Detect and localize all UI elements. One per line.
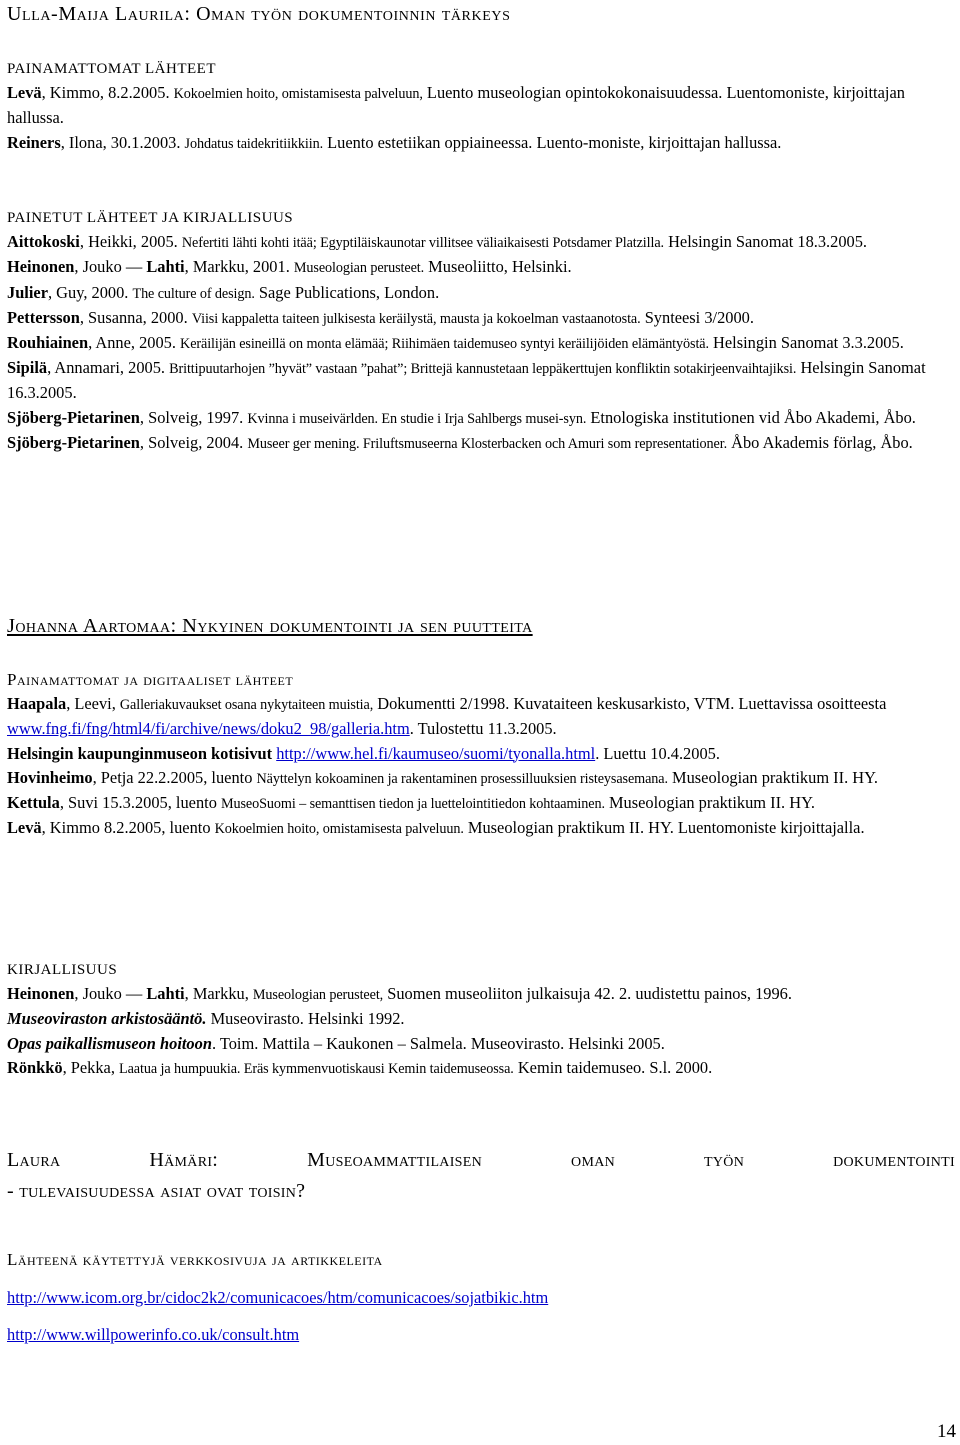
section-aartomaa [7, 614, 957, 638]
reference-entry: Haapala, Leevi, Galleriakuvaukset osana nykytaiteen muistia, Dokumentti 2/1998. Kuvataiteen keskusarkisto, VTM. Luettavissa osoitteesta www.fng.fi/fng/html4/fi/archive/news/doku2_98/galleria.htm. Tulostettu 11.3.2005. [7, 694, 887, 739]
literature [7, 958, 957, 1081]
reference-entry: Rönkkö, Pekka, Laatua ja humpuukia. Eräs kymmenvuotiskausi Kemin taidemuseossa. Kemin taidemuseo. S.l. 2000. [7, 1057, 713, 1077]
section-title: Laura Hämäri: Museoammattilaisen oman työn dokumentointi [7, 1149, 955, 1171]
subheading: PAINETUT LÄHTEET JA KIRJALLISUUS [7, 210, 294, 226]
web-link[interactable]: http://www.icom.org.br/cidoc2k2/comunicacoes/htm/comunicacoes/sojatbikic.htm [7, 1288, 549, 1307]
subheading: PAINAMATTOMAT LÄHTEET [7, 61, 216, 77]
subheading: KIRJALLISUUS [7, 962, 118, 978]
web-sources [7, 1248, 957, 1272]
reference-entry: Julier, Guy, 2000. The culture of design. Sage Publications, London. [7, 282, 440, 302]
reference-entry: Heinonen, Jouko — Lahti, Markku, Museologian perusteet, Suomen museoliiton julkaisuja 42. 2. uudistettu painos, 1996. [7, 984, 792, 1004]
printed-sources [7, 206, 957, 456]
reference-entry: Reiners, Ilona, 30.1.2003. Johdatus taidekritiikkiin. Luento estetiikan oppiaineessa. Luento-moniste, kirjoittajan hallussa. [7, 132, 782, 152]
reference-entry: Helsingin kaupunginmuseon kotisivut http://www.hel.fi/kaumuseo/suomi/tyonalla.html. Luettu 10.4.2005. [7, 743, 720, 763]
section-laurila [7, 2, 957, 26]
reference-entry: Kettula, Suvi 15.3.2005, luento MuseoSuomi – semanttisen tiedon ja luettelointitiedon kohtaaminen. Museologian praktikum II. HY. [7, 793, 815, 813]
reference-entry: Levä, Kimmo 8.2.2005, luento Kokoelmien hoito, omistamisesta palveluun. Museologian praktikum II. HY. Luentomoniste kirjoittajalla. [7, 818, 865, 838]
web-link[interactable]: http://www.willpowerinfo.co.uk/consult.htm [7, 1325, 300, 1344]
reference-entry: Sjöberg-Pietarinen, Solveig, 1997. Kvinna i museivärlden. En studie i Irja Sahlbergs musei-syn. Etnologiska institutionen vid Åbo Akademi, Åbo. [7, 407, 916, 427]
reference-entry: Hovinheimo, Petja 22.2.2005, luento Näyttelyn kokoaminen ja rakentaminen prosessilluuksien risteysasemana. Museologian praktikum II. HY. [7, 767, 878, 787]
section-title: Ulla-Maija Laurila: Oman työn dokumentoinnin tärkeys [7, 3, 511, 25]
unprinted-digital-sources [7, 668, 957, 841]
subheading: Lähteenä käytettyjä verkkosivuja ja artikkeleita [7, 1250, 383, 1269]
reference-link[interactable]: http://www.hel.fi/kaumuseo/suomi/tyonalla.html [276, 743, 596, 763]
reference-entry: Sipilä, Annamari, 2005. Brittipuutarhojen ”hyvät” vastaan ”pahat”; Brittejä kannustetaan leppäkerttujen konfliktin sotakirjeenvaihtajiksi. Helsingin Sanomat 16.3.2005. [7, 358, 926, 403]
subheading: Painamattomat ja digitaaliset lähteet [7, 670, 294, 689]
reference-entry: Aittokoski, Heikki, 2005. Nefertiti lähti kohti itää; Egyptiläiskaunotar villitsee väliaikaisesti Potsdamer Platzilla. Helsingin Sanomat 18.3.2005. [7, 232, 868, 252]
reference-entry: Levä, Kimmo, 8.2.2005. Kokoelmien hoito, omistamisesta palveluun, Luento museologian opintokokonaisuudessa. Luentomoniste, kirjoittajan hallussa. [7, 83, 905, 128]
reference-entry: Museoviraston arkistosääntö. Museovirasto. Helsinki 1992. [7, 1009, 405, 1029]
reference-entry: Heinonen, Jouko — Lahti, Markku, 2001. Museologian perusteet. Museoliitto, Helsinki. [7, 257, 572, 277]
reference-entry: Pettersson, Susanna, 2000. Viisi kappaletta taiteen julkisesta keräilystä, mausta ja kokoelman vastaanotosta. Synteesi 3/2000. [7, 307, 754, 327]
unprinted-sources [7, 57, 957, 156]
page-number: 14 [937, 1421, 956, 1442]
section-title-line2: - tulevaisuudessa asiat ovat toisin? [7, 1180, 306, 1202]
reference-entry: Sjöberg-Pietarinen, Solveig, 2004. Museer ger mening. Friluftsmuseerna Klosterbacken och Amuri som representationer. Åbo Akademis förlag, Åbo. [7, 432, 913, 452]
reference-entry: Opas paikallismuseon hoitoon. Toim. Mattila – Kaukonen – Salmela. Museovirasto. Helsinki 2005. [7, 1033, 665, 1053]
section-title: Johanna Aartomaa: Nykyinen dokumentointi ja sen puutteita [7, 615, 533, 637]
web-link-list [7, 1286, 957, 1347]
reference-entry: Rouhiainen, Anne, 2005. Keräilijän esineillä on monta elämää; Riihimäen taidemuseo syntyi keräilijöiden elämäntyöstä. Helsingin Sanomat 3.3.2005. [7, 333, 904, 353]
section-hamari [7, 1145, 957, 1207]
reference-link[interactable]: www.fng.fi/fng/html4/fi/archive/news/doku2_98/galleria.htm [7, 719, 410, 739]
